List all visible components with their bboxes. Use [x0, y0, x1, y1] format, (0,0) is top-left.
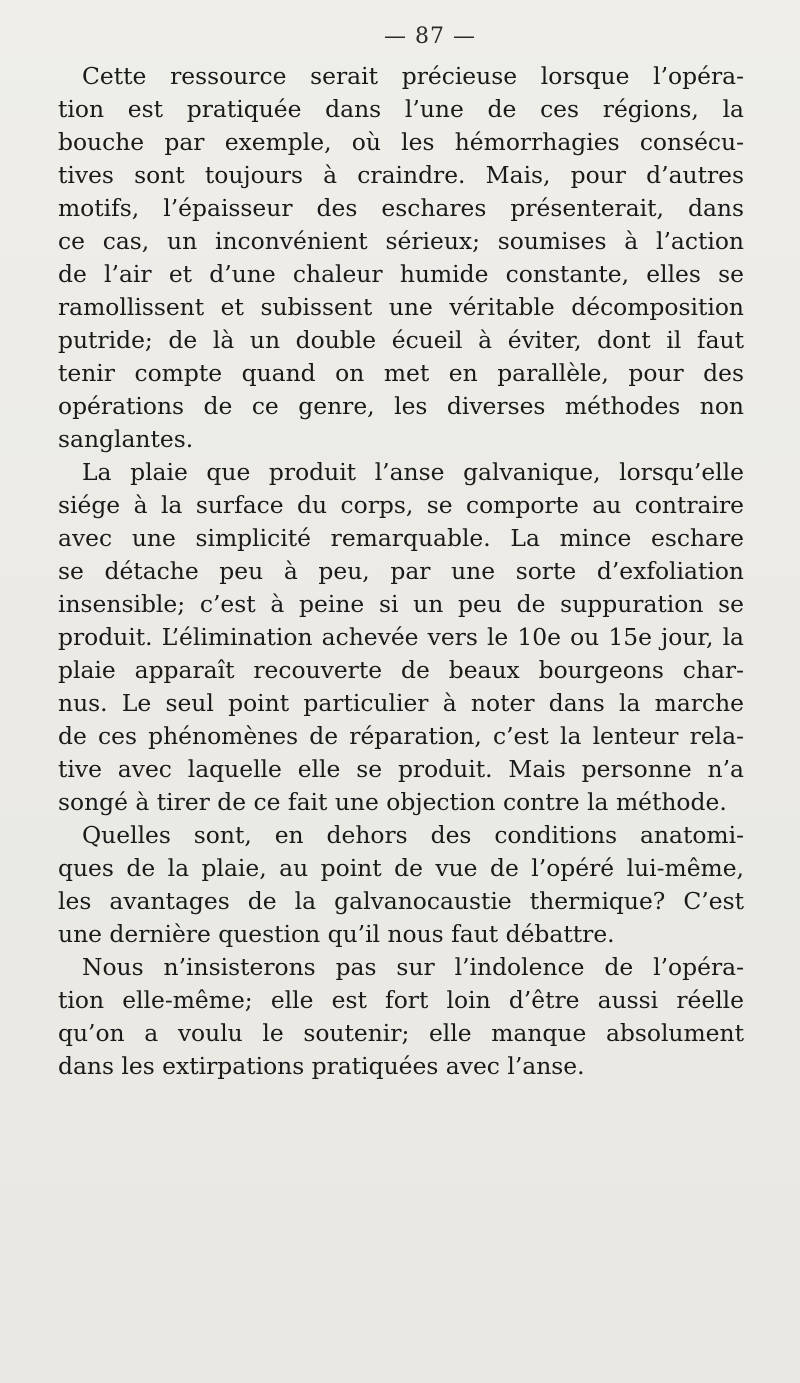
- text-line: produit. L’élimination achevée vers le 10e ou 15e jour, la: [58, 623, 744, 651]
- text-line: une dernière question qu’il nous faut débattre.: [58, 920, 615, 948]
- text-line: dans les extirpations pratiquées avec l’anse.: [58, 1052, 585, 1080]
- body-text: [58, 60, 744, 1083]
- text-line: tion est pratiquée dans l’une de ces régions, la: [58, 95, 744, 123]
- text-line: ramollissent et subissent une véritable décomposition: [58, 293, 744, 321]
- text-line: songé à tirer de ce fait une objection contre la méthode.: [58, 788, 727, 816]
- text-line: les avantages de la galvanocaustie thermique? C’est: [58, 887, 744, 915]
- text-line: Nous n’insisterons pas sur l’indolence de l’opéra-: [82, 953, 744, 981]
- text-line: sanglantes.: [58, 425, 194, 453]
- text-line: tives sont toujours à craindre. Mais, pour d’autres: [58, 161, 744, 189]
- text-line: insensible; c’est à peine si un peu de suppuration se: [58, 590, 744, 618]
- text-line: putride; de là un double écueil à éviter, dont il faut: [58, 326, 744, 354]
- text-line: opérations de ce genre, les diverses méthodes non: [58, 392, 744, 420]
- text-line: tive avec laquelle elle se produit. Mais personne n’a: [58, 755, 744, 783]
- page-number: — 87 —: [384, 24, 476, 49]
- text-line: qu’on a voulu le soutenir; elle manque absolument: [58, 1019, 744, 1047]
- text-line: tenir compte quand on met en parallèle, pour des: [58, 359, 744, 387]
- text-line: plaie apparaît recouverte de beaux bourgeons char-: [58, 656, 744, 684]
- text-line: de ces phénomènes de réparation, c’est la lenteur rela-: [58, 722, 744, 750]
- text-line: nus. Le seul point particulier à noter dans la marche: [58, 689, 744, 717]
- text-line: de l’air et d’une chaleur humide constante, elles se: [58, 260, 744, 288]
- text-line: Cette ressource serait précieuse lorsque l’opéra-: [82, 62, 744, 90]
- text-line: ques de la plaie, au point de vue de l’opéré lui-même,: [58, 854, 744, 882]
- text-line: motifs, l’épaisseur des eschares présenterait, dans: [58, 194, 744, 222]
- text-line: avec une simplicité remarquable. La mince eschare: [58, 524, 744, 552]
- text-line: siége à la surface du corps, se comporte au contraire: [58, 491, 744, 519]
- text-line: Quelles sont, en dehors des conditions anatomi-: [82, 821, 744, 849]
- text-line: La plaie que produit l’anse galvanique, lorsqu’elle: [82, 458, 744, 486]
- text-line: bouche par exemple, où les hémorrhagies consécu-: [58, 128, 744, 156]
- text-line: ce cas, un inconvénient sérieux; soumises à l’action: [58, 227, 744, 255]
- text-line: se détache peu à peu, par une sorte d’exfoliation: [58, 557, 744, 585]
- text-line: tion elle-même; elle est fort loin d’être aussi réelle: [58, 986, 744, 1014]
